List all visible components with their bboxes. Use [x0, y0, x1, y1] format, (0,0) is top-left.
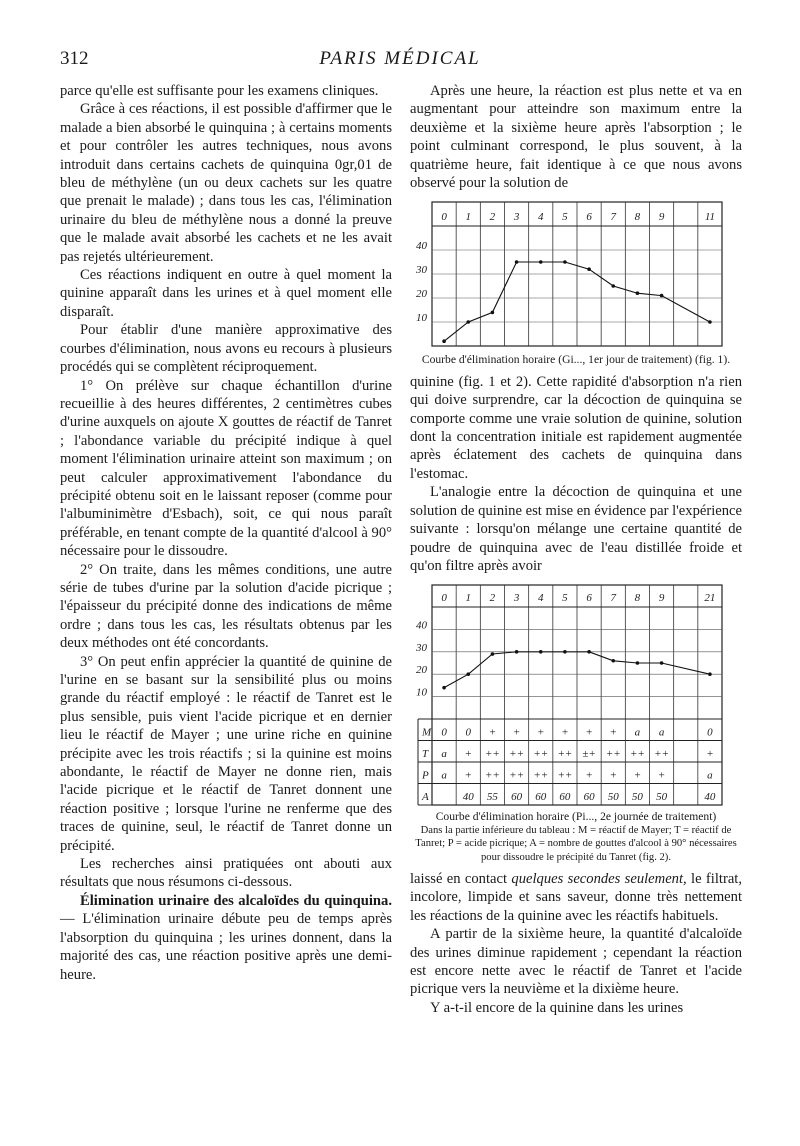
hour-label: 8: [634, 211, 641, 224]
table-cell: +: [706, 748, 714, 761]
paragraph: parce qu'elle est suffisante pour les examens cliniques.: [60, 83, 379, 99]
running-title: PARIS MÉDICAL: [319, 48, 481, 69]
paragraph: Ces réactions indiquent en outre à quel moment la quinine apparaît dans les urines et à quel moment elle disparaît.: [60, 267, 392, 320]
table-cell: +: [657, 769, 666, 782]
data-point: [491, 311, 495, 315]
table-cell: a: [707, 769, 713, 782]
y-tick-label: 40: [416, 619, 427, 632]
hour-label: 9: [658, 211, 665, 224]
paragraph: 2° On traite, dans les mêmes conditions, une autre série de tubes d'urine par la solution d'acide picrique ; l'épaisseur du précipité donne des indications de même ordre ; dans tous les cas, les résultats obtenus par les deux méthodes ont été concordants.: [60, 561, 392, 652]
y-tick-label: 30: [416, 264, 427, 277]
figure-1-caption: Courbe d'élimination horaire (Gi..., 1er jour de traitement) (fig. 1).: [421, 353, 731, 367]
table-cell: +: [488, 726, 497, 739]
table-cell: +: [464, 748, 472, 761]
data-point: [539, 261, 543, 265]
paragraph: quinine (fig. 1 et 2). Cette rapidité d'absorption n'a rien qui doive surprendre, car la décoction de quinquina se comporte comme une vraie solution de quinine, solution dont la concentration initiale est rapidement augmentée après éclatement des cachets de quinquina dans l'estomac.: [410, 373, 742, 482]
hour-label: 2: [489, 211, 496, 224]
paragraph: Grâce à ces réactions, il est possible d'affirmer que le malade a bien absorbé le quinquina ; à certains moments et pour contrôler les autres techniques, nous avons introduit dans certains cachets de quinquina 0gr,01 de bleu de méthylène (un ou deux cachets sur les quatre que prenait le malade) ; dans tous les cas, l'élimination urinaire du bleu de méthylène nous a donné la preuve que le malade avait absorbé les cachets et ne les avait pas rejetés ultérieurement.: [60, 101, 392, 265]
table-cell: +: [561, 726, 569, 739]
data-point: [611, 659, 615, 663]
hour-label: 0: [441, 211, 447, 224]
y-tick-label: 20: [416, 664, 427, 677]
table-cell: ++: [605, 748, 621, 761]
data-point: [611, 285, 615, 289]
table-cell: 50: [631, 791, 643, 804]
hour-label: 21: [704, 592, 716, 605]
table-cell: ++: [533, 769, 549, 782]
table-cell: ++: [557, 748, 573, 761]
table-cell: +: [585, 769, 593, 782]
table-cell: +: [609, 769, 617, 782]
hour-label: 3: [513, 592, 520, 605]
data-point: [587, 268, 591, 272]
paragraph: 3° On peut enfin apprécier la quantité de quinine de l'urine en se basant sur la sensibilité plus ou moins grande du réactif employé : le réactif de Tanret est le plus sensible, puis vient l'acide picrique et en dernier lieu le réactif de Mayer ; une urine riche en quinine précipite avec les trois réactifs ; si la quinine est moins abondante, le réactif de Mayer ne donne rien, mais l'acide picrique et le réactif de Tanret donnent une réaction positive ; lorsque l'urine ne renferme que des traces de quinine, seul, le réactif de Tanret donne un précipité.: [60, 653, 392, 854]
hour-label: 7: [610, 211, 616, 224]
y-tick-label: 10: [416, 312, 427, 325]
text-run: laissé en contact: [410, 870, 512, 887]
data-point: [563, 261, 567, 265]
table-cell: +: [512, 726, 521, 739]
table-cell: 0: [465, 726, 471, 739]
hour-label: 8: [634, 592, 641, 605]
hour-label: 9: [658, 592, 665, 605]
y-tick-label: 30: [416, 642, 427, 655]
table-cell: ±+: [582, 748, 596, 761]
table-cell: 60: [583, 791, 595, 804]
data-point: [491, 653, 495, 657]
hour-label: 1: [465, 211, 471, 224]
hour-label: 5: [562, 211, 568, 224]
table-cell: ++: [557, 769, 573, 782]
figure-2-caption-title: Courbe d'élimination horaire (Pi..., 2e journée de traitement): [435, 810, 717, 824]
hour-label: 6: [586, 211, 592, 224]
data-point: [636, 292, 640, 296]
table-cell: +: [609, 726, 617, 739]
table-cell: ++: [509, 748, 525, 761]
table-cell: +: [633, 769, 642, 782]
table-cell: ++: [533, 748, 549, 761]
page-header: [60, 48, 740, 72]
table-cell: +: [585, 726, 593, 739]
table-cell: 50: [656, 791, 668, 804]
emphasis-text: quelques secondes seulement,: [511, 870, 687, 887]
data-point: [442, 686, 446, 690]
hour-label: 5: [562, 592, 568, 605]
data-point: [587, 650, 591, 654]
data-point: [515, 261, 519, 265]
hour-label: 3: [513, 211, 520, 224]
data-point: [660, 294, 664, 298]
table-cell: ++: [484, 748, 500, 761]
hour-label: 0: [441, 592, 447, 605]
figure-2-chart: [410, 581, 742, 807]
table-cell: 0: [441, 726, 447, 739]
hour-label: 2: [489, 592, 496, 605]
table-cell: +: [537, 726, 545, 739]
left-column: [60, 82, 392, 984]
table-row-label: M: [422, 726, 432, 739]
table-cell: a: [441, 748, 447, 761]
table-cell: a: [634, 726, 641, 739]
paragraph: A partir de la sixième heure, la quantité d'alcaloïde des urines diminue rapidement ; cependant la réaction est encore nette avec le réactif de Tanret et l'acide picrique vers la neuvième et la dixième heure.: [410, 926, 742, 998]
table-cell: ++: [509, 769, 525, 782]
data-point: [563, 650, 567, 654]
data-point: [466, 673, 470, 677]
data-point: [636, 662, 640, 666]
section-paragraph: [60, 892, 392, 984]
paragraph: Y a-t-il encore de la quinine dans les urines: [430, 999, 684, 1016]
data-point: [442, 340, 446, 344]
text-run: le filtrat, incolore, limpide et sans saveur, donne très nettement les réactions de la quinine avec les réactifs habituels.: [410, 870, 742, 924]
data-point: [515, 650, 519, 654]
data-point: [708, 321, 712, 325]
data-point: [466, 321, 470, 325]
section-text: — L'élimination urinaire débute peu de temps après l'absorption du quinquina ; les urines donnent, dans la majorité des cas, une réaction positive après une demi-heure.: [60, 911, 392, 983]
table-cell: 55: [486, 791, 498, 804]
section-title: Élimination urinaire des alcaloïdes du quinquina.: [80, 892, 392, 909]
table-cell: ++: [484, 769, 500, 782]
table-row-label: P: [422, 769, 429, 782]
table-cell: 50: [607, 791, 619, 804]
hour-label: 1: [465, 592, 471, 605]
table-cell: +: [464, 769, 472, 782]
table-row-label: A: [422, 791, 429, 804]
paragraph: L'analogie entre la décoction de quinquina et une solution de quinine est mise en évidence par l'expérience suivante : lorsqu'on mélange une certaine quantité de poudre de quinquina avec de l'eau distillée froide et qu'on filtre après avoir: [410, 484, 742, 574]
paragraph: Après une heure, la réaction est plus nette et va en augmentant pour atteindre son maximum entre la deuxième et la sixième heure après l'absorption ; le point culminant correspond, le plus souvent, à la quatrième heure, fait identique à ce que nous avons observé pour la solution de: [410, 83, 742, 192]
table-cell: 0: [707, 726, 713, 739]
y-tick-label: 10: [416, 686, 427, 699]
y-tick-label: 40: [416, 240, 427, 253]
table-cell: a: [441, 769, 447, 782]
table-row-label: T: [422, 748, 429, 761]
y-tick-label: 20: [416, 288, 427, 301]
data-point: [539, 650, 543, 654]
hour-label: 6: [586, 592, 592, 605]
table-cell: ++: [654, 748, 670, 761]
table-cell: 40: [462, 791, 474, 804]
figure-1-chart: [410, 198, 742, 350]
table-cell: ++: [629, 748, 645, 761]
table-cell: 60: [535, 791, 547, 804]
paragraph: Les recherches ainsi pratiquées ont abouti aux résultats que nous résumons ci-dessous.: [60, 856, 392, 891]
hour-label: 11: [704, 211, 716, 224]
hour-label: 7: [610, 592, 616, 605]
hour-label: 4: [538, 592, 544, 605]
table-cell: a: [658, 726, 665, 739]
table-cell: 60: [511, 791, 523, 804]
paragraph: Pour établir d'une manière approximative des courbes d'élimination, nous avons eu recours à plusieurs procédés qui se complètent réciproquement.: [60, 322, 392, 376]
page-number: 312: [60, 48, 89, 69]
table-cell: 60: [559, 791, 571, 804]
data-point: [660, 662, 664, 666]
table-cell: 40: [704, 791, 716, 804]
paragraph: 1° On prélève sur chaque échantillon d'urine recueillie à des heures différentes, 2 centimètres cubes d'urine auxquels on ajoute X gouttes de réactif de Tanret ; l'abondance variable du précipité indique à quel moment l'élimination urinaire atteint son maximum ; on peut calculer approximativement l'abondance du précipité obtenu soit en le laissant reposer (comme pour l'albuminimètre d'Esbach), soit, ce qui nous paraît préférable, en tenant compte de la quantité d'alcool à 90° nécessaire pour le dissoudre.: [60, 377, 392, 560]
hour-label: 4: [538, 211, 544, 224]
figure-2-caption: [410, 810, 742, 864]
data-point: [708, 673, 712, 677]
right-column: [410, 82, 742, 1017]
figure-2-caption-text: Dans la partie inférieure du tableau : M = réactif de Mayer; T = réactif de Tanret; P = acide picrique; A = nombre de gouttes d'alcool à 90° nécessaires pour dissoudre le précipité du Tanret (fig. 2).: [415, 824, 737, 863]
paragraph: [410, 870, 742, 925]
